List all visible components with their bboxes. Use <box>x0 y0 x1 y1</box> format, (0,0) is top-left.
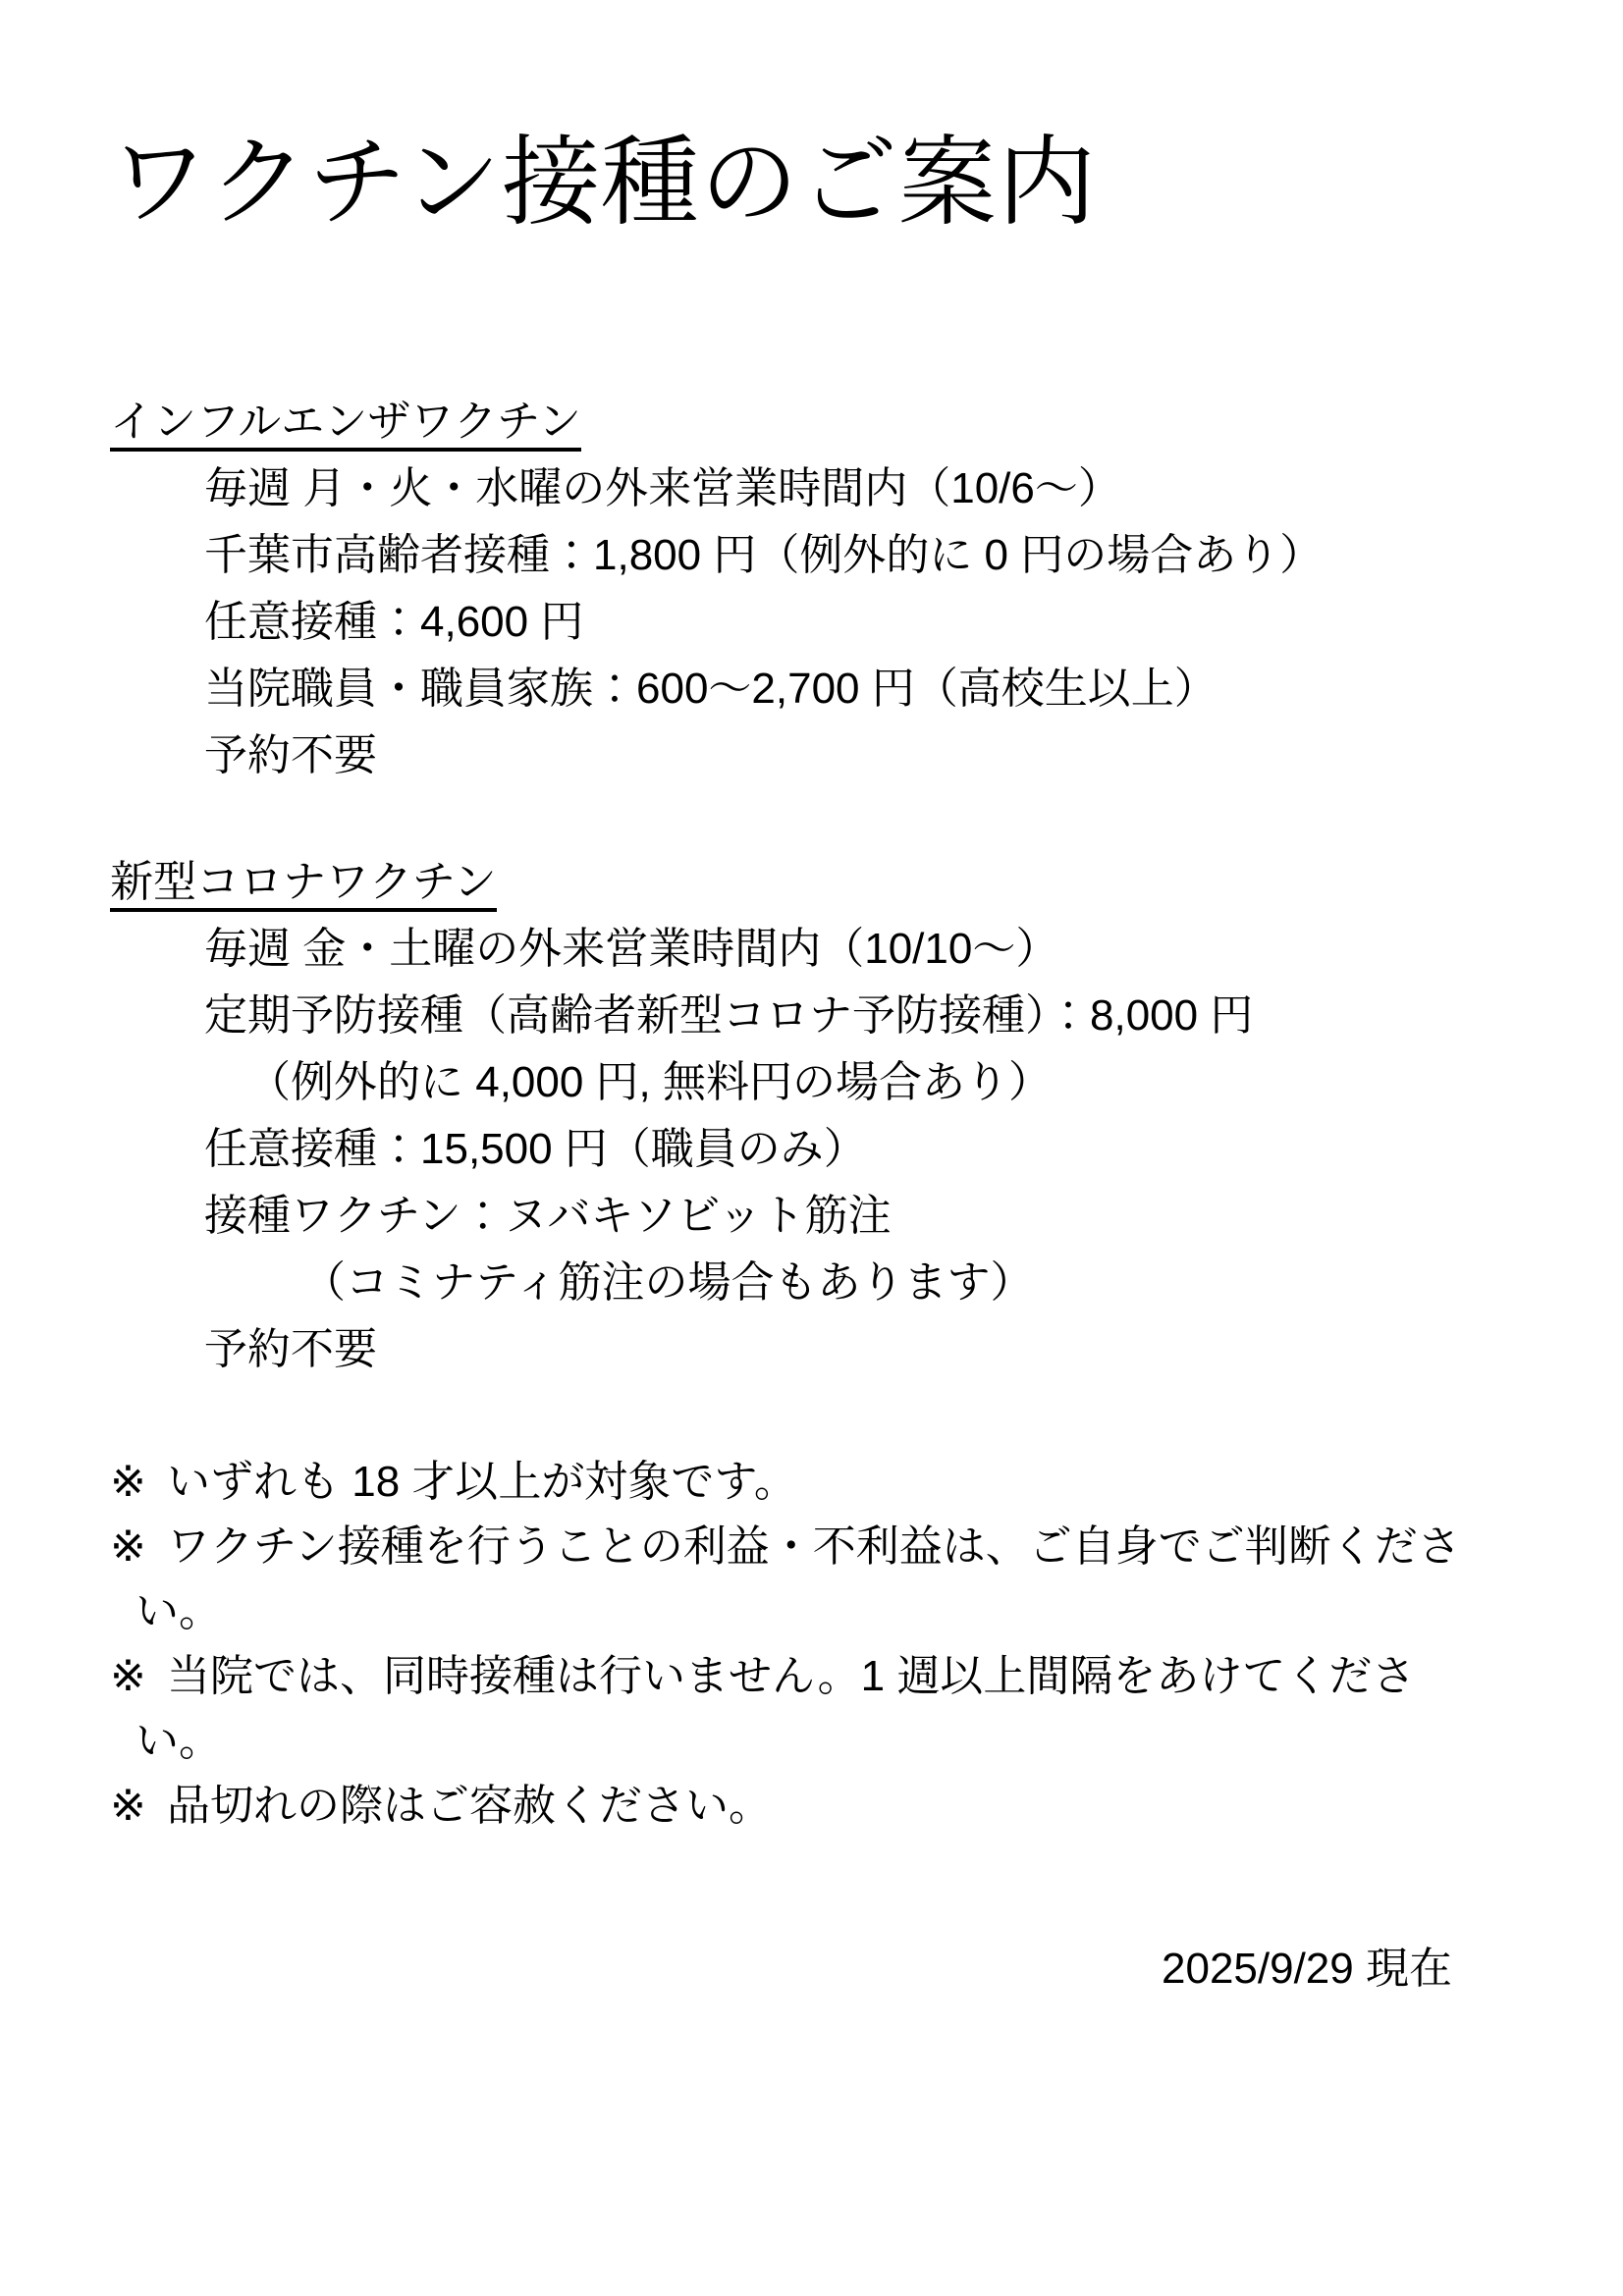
note-marker: ※ <box>110 1458 146 1506</box>
document-title: ワクチン接種のご案内 <box>110 128 1097 238</box>
detail-line: 任意接種：15,500 円（職員のみ） <box>204 1125 867 1173</box>
section-heading <box>110 849 1253 916</box>
section-heading <box>110 389 1323 455</box>
note-item <box>110 1515 1461 1579</box>
detail-line: 定期予防接種（高齢者新型コロナ予防接種）：8,000 円 <box>204 991 1254 1040</box>
note-marker: ※ <box>110 1652 146 1700</box>
detail-line: 毎週 月・火・水曜の外来営業時間内（10/6～） <box>204 464 1121 512</box>
section-influenza <box>110 389 1323 789</box>
note-continuation: い。 <box>135 1717 222 1765</box>
section-heading-text: 新型コロナワクチン <box>110 858 497 912</box>
detail-line: 予約不要 <box>204 1325 377 1373</box>
note-text: 当院では、同時接種は行いません。1 週以上間隔をあけてくださ <box>167 1652 1416 1700</box>
notes-list <box>110 1450 1461 1839</box>
note-item <box>110 1450 1461 1515</box>
detail-line: 当院職員・職員家族：600～2,700 円（高校生以上） <box>204 665 1217 713</box>
note-item <box>110 1644 1461 1709</box>
section-covid <box>110 849 1253 1383</box>
note-text: ワクチン接種を行うことの利益・不利益は、ご自身でご判断くださ <box>167 1522 1461 1571</box>
detail-line: 任意接種：4,600 円 <box>204 598 584 646</box>
note-marker: ※ <box>110 1782 146 1830</box>
detail-line-sub: （コミナティ筋注の場合もあります） <box>302 1258 1034 1307</box>
note-text: 品切れの際はご容赦ください。 <box>167 1782 772 1830</box>
note-text: いずれも 18 才以上が対象です。 <box>167 1458 797 1506</box>
detail-line: 千葉市高齢者接種：1,800 円（例外的に 0 円の場合あり） <box>204 531 1324 579</box>
section-heading-text: インフルエンザワクチン <box>110 398 581 452</box>
note-item <box>110 1774 1461 1839</box>
detail-line-sub: （例外的に 4,000 円, 無料円の場合あり） <box>247 1058 1053 1106</box>
detail-line: 予約不要 <box>204 731 377 779</box>
date-stamp: 2025/9/29 現在 <box>1162 1945 1452 1993</box>
note-continuation: い。 <box>135 1587 222 1635</box>
detail-line: 接種ワクチン：ヌバキソビット筋注 <box>204 1192 892 1240</box>
detail-line: 毎週 金・土曜の外来営業時間内（10/10～） <box>204 925 1059 973</box>
note-marker: ※ <box>110 1522 146 1571</box>
